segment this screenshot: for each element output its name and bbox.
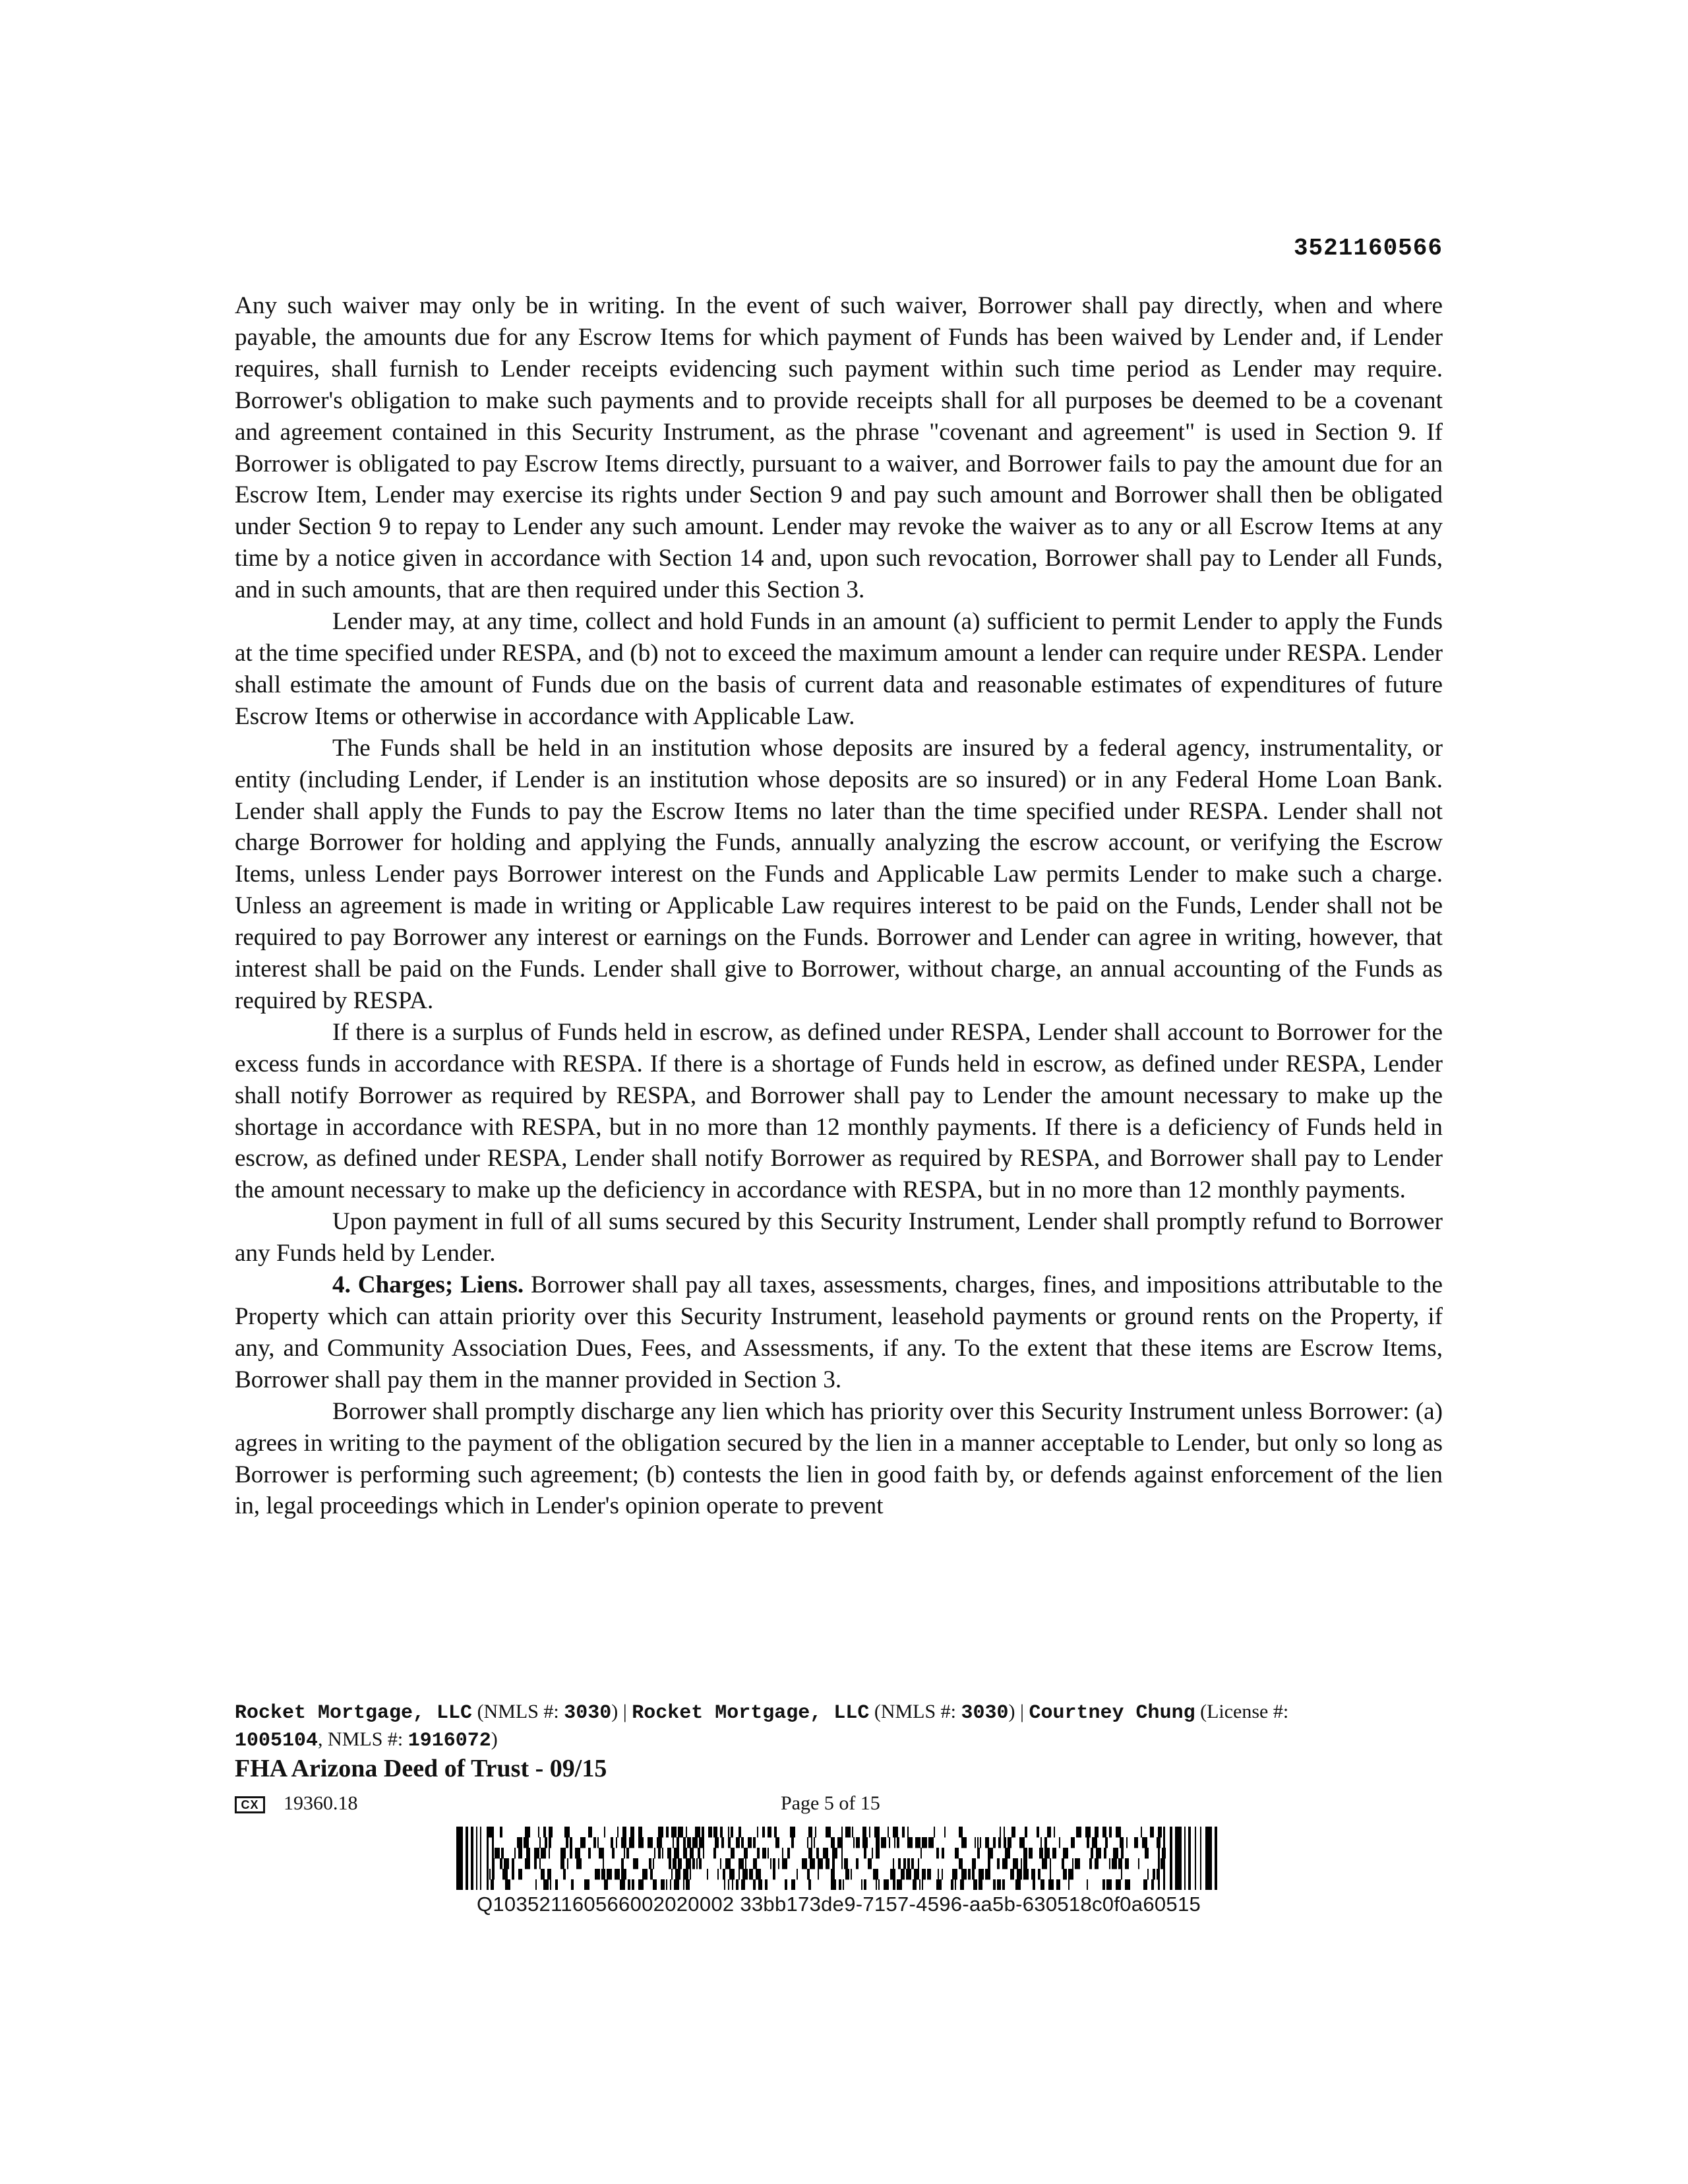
separator: ) | bbox=[1008, 1701, 1029, 1722]
barcode-image bbox=[456, 1827, 1221, 1890]
licensing-info bbox=[235, 1699, 1443, 1754]
cx-logo-icon: CX bbox=[235, 1796, 265, 1813]
paragraph-refund: Upon payment in full of all sums secured by this Security Instrument, Lender shall promptly refund to Borrower any Funds held by Lender. bbox=[235, 1208, 1443, 1267]
nmls-number: 3030 bbox=[961, 1702, 1009, 1724]
paragraph-charges-text: Borrower shall pay all taxes, assessments, charges, fines, and impositions attributable to the Property which can attain priority over this Security Instrument, leasehold payments or ground rents on the Property, if any, and Community Association Dues, Fees, and Assessments, if any. To the extent that these items are Escrow Items, Borrower shall pay them in the manner provided in Section 3. bbox=[235, 1271, 1443, 1393]
barcode-text: Q103521160566002020002 33bb173de9-7157-4596-aa5b-630518c0f0a60515 bbox=[476, 1893, 1201, 1916]
section-heading: 4. Charges; Liens. bbox=[332, 1271, 524, 1299]
nmls-label: (NMLS #: bbox=[472, 1701, 564, 1722]
form-code: 19360.18 bbox=[284, 1792, 358, 1814]
form-title: FHA Arizona Deed of Trust - 09/15 bbox=[235, 1755, 607, 1782]
company-name: Rocket Mortgage, LLC bbox=[632, 1702, 870, 1724]
company-name: Rocket Mortgage, LLC bbox=[235, 1702, 473, 1724]
nmls-label: , NMLS #: bbox=[318, 1728, 408, 1750]
paragraph-surplus: If there is a surplus of Funds held in escrow, as defined under RESPA, Lender shall account to Borrower for the excess funds in accordance with RESPA. If there is a shortage of Funds held in escrow, as defined under RESPA, Lender shall notify Borrower as required by RESPA, and Borrower shall pay to Lender the amount necessary to make up the shortage in accordance with RESPA, but in no more than 12 monthly payments. If there is a deficiency of Funds held in escrow, as defined under RESPA, Lender shall notify Borrower as required by RESPA, and Borrower shall pay to Lender the amount necessary to make up the deficiency in accordance with RESPA, but in no more than 12 monthly payments. bbox=[235, 1018, 1443, 1204]
closing-paren: ) bbox=[491, 1728, 498, 1750]
paragraph-discharge-lien: Borrower shall promptly discharge any lien which has priority over this Security Instrument unless Borrower: (a) agrees in writing to the payment of the obligation secured by the lien in a manner acceptable to Lender, but only so long as Borrower is performing such agreement; (b) contests the lien in good faith by, or defends against enforcement of the lien in, legal proceedings which in Lender's opinion operate to prevent bbox=[235, 1397, 1443, 1520]
loan-number: 3521160566 bbox=[1293, 235, 1443, 262]
nmls-label: (NMLS #: bbox=[869, 1701, 961, 1722]
form-code-row bbox=[235, 1792, 1443, 1821]
page-number: Page 5 of 15 bbox=[781, 1792, 880, 1814]
paragraph-waiver: Any such waiver may only be in writing. In the event of such waiver, Borrower shall pay directly, when and where payable, the amounts due for any Escrow Items for which payment of Funds has been waived by Lender and, if Lender requires, shall furnish to Lender receipts evidencing such payment within such time period as Lender may require. Borrower's obligation to make such payments and to provide receipts shall for all purposes be deemed to be a covenant and agreement contained in this Security Instrument, as the phrase "covenant and agreement" is used in Section 9. If Borrower is obligated to pay Escrow Items directly, pursuant to a waiver, and Borrower fails to pay the amount due for an Escrow Item, Lender may exercise its rights under Section 9 and pay such amount and Borrower shall then be obligated under Section 9 to repay to Lender any such amount. Lender may revoke the waiver as to any or all Escrow Items at any time by a notice given in accordance with Section 14 and, upon such revocation, Borrower shall pay to Lender all Funds, and in such amounts, that are then required under this Section 3. bbox=[235, 292, 1443, 604]
paragraph-charges-liens bbox=[235, 1269, 1443, 1396]
paragraph-collect-funds: Lender may, at any time, collect and hold Funds in an amount (a) sufficient to permit Lender to apply the Funds at the time specified under RESPA, and (b) not to exceed the maximum amount a lender can require under RESPA. Lender shall estimate the amount of Funds due on the basis of current data and reasonable estimates of expenditures of future Escrow Items or otherwise in accordance with Applicable Law. bbox=[235, 608, 1443, 730]
document-body bbox=[235, 290, 1443, 1522]
license-label: (License #: bbox=[1195, 1701, 1289, 1722]
nmls-number: 3030 bbox=[564, 1702, 612, 1724]
license-number: 1005104 bbox=[235, 1730, 318, 1752]
paragraph-funds-held: The Funds shall be held in an institution whose deposits are insured by a federal agency, instrumentality, or entity (including Lender, if Lender is an institution whose deposits are so insured) or in any Federal Home Loan Bank. Lender shall apply the Funds to pay the Escrow Items no later than the time specified under RESPA. Lender shall not charge Borrower for holding and applying the Funds, annually analyzing the escrow account, or verifying the Escrow Items, unless Lender pays Borrower interest on the Funds and Applicable Law permits Lender to make such a charge. Unless an agreement is made in writing or Applicable Law requires interest to be paid on the Funds, Lender shall not be required to pay Borrower any interest or earnings on the Funds. Borrower and Lender can agree in writing, however, that interest shall be paid on the Funds. Lender shall give to Borrower, without charge, an annual accounting of the Funds as required by RESPA. bbox=[235, 734, 1443, 1014]
originator-name: Courtney Chung bbox=[1029, 1702, 1195, 1724]
nmls-number: 1916072 bbox=[407, 1730, 491, 1752]
separator: ) | bbox=[611, 1701, 632, 1722]
